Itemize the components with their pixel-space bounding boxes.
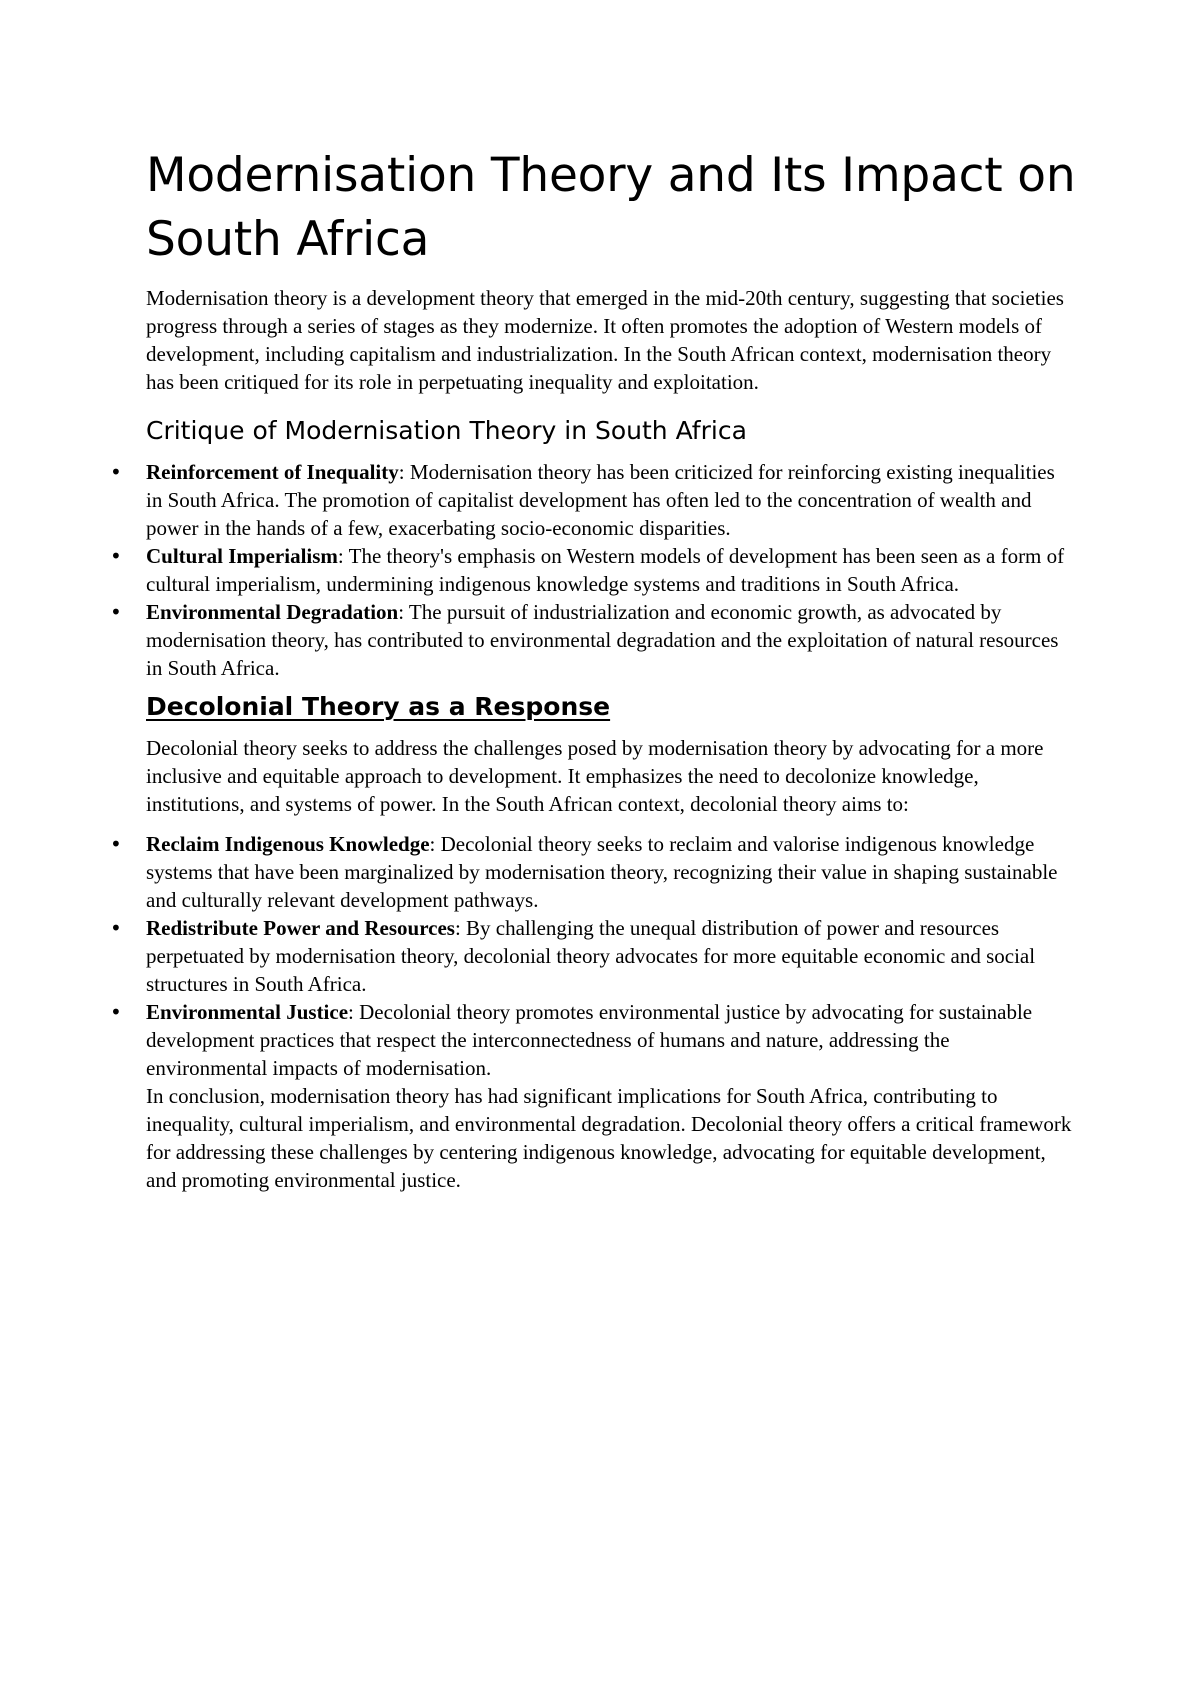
bullet-icon: • — [110, 460, 122, 484]
conclusion-paragraph: In conclusion, modernisation theory has had significant implications for South Africa, contributing to inequality, cultural imperialism, and environmental degradation. Decolonial theory offers a critical framework for addressing these challenges by centering indigenous knowledge, advocating for equitable development, and promoting environmental justice. — [146, 1084, 1072, 1192]
list-item-text: : The theory's emphasis on Western models of development has been seen as a form of cultural imperialism, undermining indigenous knowledge systems and traditions in South Africa. — [146, 544, 1065, 596]
list-item-text: : Decolonial theory promotes environmental justice by advocating for sustainable development practices that respect the interconnectedness of humans and nature, addressing the environmental impacts of modernisation. — [146, 1000, 1033, 1080]
list-item — [110, 542, 1076, 598]
section-heading-critique: Critique of Modernisation Theory in South Africa — [146, 416, 747, 445]
list-item-text: : Modernisation theory has been criticized for reinforcing existing inequalities in South Africa. The promotion of capitalist development has often led to the concentration of wealth and power in the hands of a few, exacerbating socio-economic disparities. — [146, 460, 1055, 540]
bullet-icon: • — [110, 600, 122, 624]
decolonial-list — [110, 830, 1076, 1082]
list-item-text: : Decolonial theory seeks to reclaim and valorise indigenous knowledge systems that have been marginalized by modernisation theory, recognizing their value in shaping sustainable and culturally relevant development pathways. — [146, 832, 1058, 912]
list-item-text: : By challenging the unequal distribution of power and resources perpetuated by modernisation theory, decolonial theory advocates for more equitable economic and social structures in South Africa. — [146, 916, 1036, 996]
list-item-term: Redistribute Power and Resources — [146, 916, 455, 940]
list-item-term: Reinforcement of Inequality — [146, 460, 399, 484]
list-item-term: Environmental Degradation — [146, 600, 399, 624]
list-item-text: : The pursuit of industrialization and economic growth, as advocated by modernisation theory, has contributed to environmental degradation and the exploitation of natural resources in South Africa. — [146, 600, 1059, 680]
list-item — [110, 458, 1076, 542]
list-item — [110, 998, 1076, 1082]
list-item — [110, 830, 1076, 914]
intro-paragraph: Modernisation theory is a development theory that emerged in the mid-20th century, suggesting that societies progress through a series of stages as they modernize. It often promotes the adoption of Western models of development, including capitalism and industrialization. In the South African context, modernisation theory has been critiqued for its role in perpetuating inequality and exploitation. — [146, 286, 1064, 394]
bullet-icon: • — [110, 1000, 122, 1024]
bullet-icon: • — [110, 832, 122, 856]
document-title: Modernisation Theory and Its Impact on South Africa — [146, 148, 1076, 267]
list-item — [110, 914, 1076, 998]
section-heading-decolonial — [146, 690, 1076, 724]
list-item-term: Cultural Imperialism — [146, 544, 338, 568]
list-item — [110, 598, 1076, 682]
list-item-term: Environmental Justice — [146, 1000, 349, 1024]
critique-list — [110, 458, 1076, 682]
bullet-icon: • — [110, 544, 122, 568]
decolonial-intro-paragraph: Decolonial theory seeks to address the challenges posed by modernisation theory by advocating for a more inclusive and equitable approach to development. It emphasizes the need to decolonize knowledge, institutions, and systems of power. In the South African context, decolonial theory aims to: — [146, 736, 1044, 816]
document-content — [110, 144, 1076, 1194]
section-heading-decolonial-text: Decolonial Theory as a Response — [146, 692, 611, 721]
bullet-icon: • — [110, 916, 122, 940]
list-item-term: Reclaim Indigenous Knowledge — [146, 832, 430, 856]
